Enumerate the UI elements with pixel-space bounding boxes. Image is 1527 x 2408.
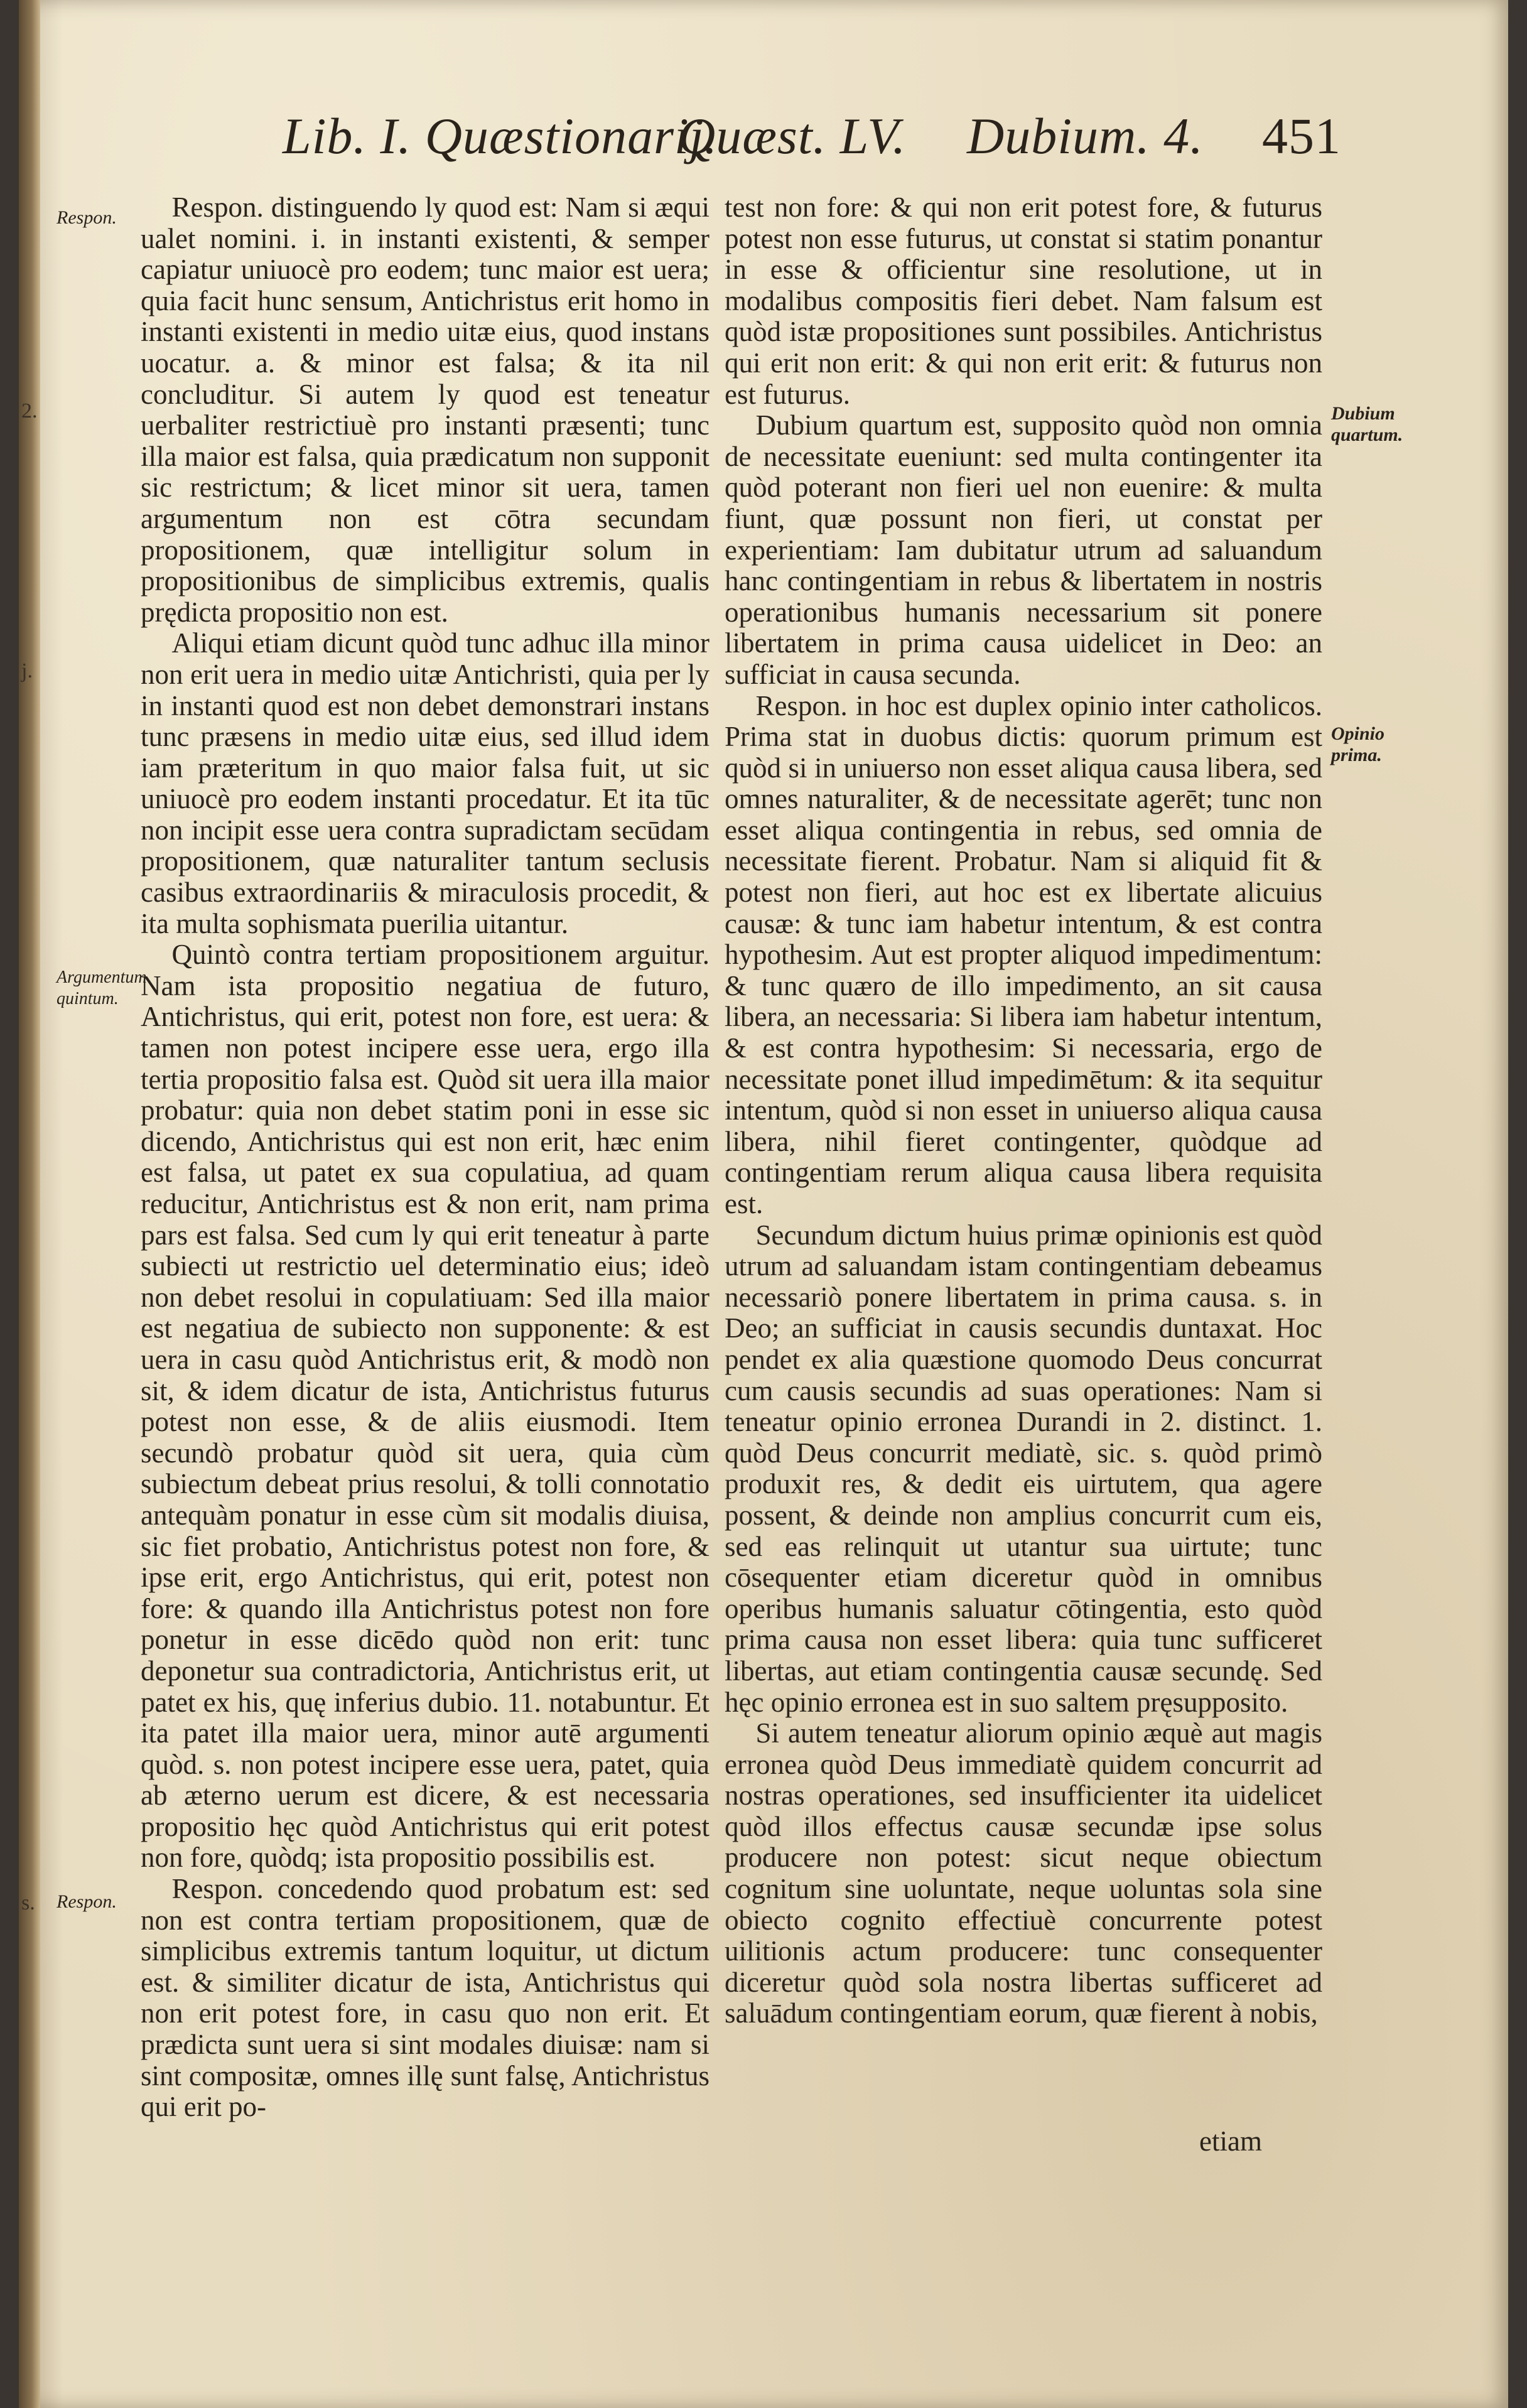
margin-fragment: j.: [21, 659, 33, 683]
header-quaestio: Quæst. LV.: [678, 107, 907, 165]
margin-note-argumentum: Argumentum quintum.: [57, 968, 147, 1008]
paragraph: Si autem teneatur aliorum opinio æquè aut magis erronea quòd Deus immediatè quidem concurrit ad nostras operationes, sed insufficienter ita uidelicet quòd illos effectus causæ secundæ ipse solus producere non potest: sicut neque obiectum cognitum sine uoluntate, neque uoluntas sola sine obiecto cognito effectiuè concurrente potest uilitionis actum producere: tunc consequenter diceretur quòd sola nostra libertas sufficeret ad saluādum contingentiam eorum, quæ fierent à nobis,: [725, 1717, 1322, 2029]
margin-note-respon: Respon.: [57, 1891, 117, 1912]
margin-fragment: s.: [21, 1891, 35, 1914]
running-header: [283, 107, 1350, 182]
right-column: [725, 192, 1322, 2029]
paragraph: Respon. in hoc est duplex opinio inter catholicos. Prima stat in duobus dictis: quorum primum est quòd si in uniuerso non esset aliqua causa libera, sed omnes naturaliter, & de necessitate agerēt; tunc non esset aliqua contingentia in rebus, sed omnia de necessitate fierent. Probatur. Nam si aliquid fit & potest non fieri, aut hoc est ex libertate alicuius causæ: & tunc iam habetur intentum, & est contra hypothesim. Aut est propter aliquod impedimentum: & tunc quæro de illo impedimento, an sit causa libera, an necessaria: Si libera iam habetur intentum, & est contra hypothesim: Si necessaria, ergo de necessitate ponet illud impedimētum: & ita sequitur intentum, quòd si non esset in uniuerso aliqua causa libera, nihil fieret contingenter, quòdque ad contingentiam rerum aliqua causa libera requisita est.: [725, 689, 1322, 1219]
header-dubium: Dubium. 4.: [967, 107, 1204, 165]
margin-note-respon: Respon.: [57, 207, 117, 228]
left-column: [141, 192, 710, 2123]
paragraph: test non fore: & qui non erit potest fore, & futurus potest non esse futurus, ut constat si statim ponantur in esse & officientur sine resolutione, ut in modalibus compositis fieri debet. Nam falsum est quòd istæ propositiones sunt possibiles. Antichristus qui erit non erit: & qui non erit erit: & futurus non est futurus.: [725, 192, 1322, 410]
header-book: Lib. I. Quæstionarij.: [283, 107, 718, 165]
catchword: etiam: [1199, 2125, 1262, 2157]
margin-fragment: 2.: [21, 399, 38, 423]
margin-note-opinio: Opinio prima.: [1331, 723, 1385, 765]
book-page: [19, 0, 1508, 2408]
page-number: 451: [1262, 107, 1341, 165]
paragraph: Secundum dictum huius primæ opinionis est quòd utrum ad saluandam istam contingentiam debeamus necessariò ponere libertatem in prima causa. s. in Deo; an sufficiat in causis secundis duntaxat. Hoc pendet ex alia quæstione quomodo Deus concurrat cum causis secundis ad suas operationes: Nam si teneatur opinio erronea Durandi in 2. distinct. 1. quòd Deus concurrit mediatè, sic. s. quòd primò produxit res, & dedit eis uirtutem, qua agere possent, & deinde non amplius concurrit cum eis, sed eas relinquit ut utantur sua uirtute; tunc cōsequenter etiam diceretur quòd in omnibus operibus humanis saluatur cōtingentia, esto quòd prima causa non esset libera: quia tunc sufficeret libertas, aut etiam contingentia causæ secundę. Sed hęc opinio erronea est in suo saltem pręsupposito.: [725, 1219, 1322, 1718]
paragraph: Dubium quartum est, supposito quòd non omnia de necessitate eueniunt: sed multa contingenter ita quòd poterant non fieri uel non euenire: & multa fiunt, quæ possunt non fieri, ut constat per experientiam: Iam dubitatur utrum ad saluandum hanc contingentiam in rebus & libertatem in nostris operationibus humanis necessarium sit ponere libertatem in prima causa uidelicet in Deo: an sufficiat in causa secunda.: [725, 409, 1322, 690]
margin-note-dubium: Dubium quartum.: [1331, 403, 1403, 445]
binding-gutter: [19, 0, 40, 2408]
paragraph: Respon. concedendo quod probatum est: sed non est contra tertiam propositionem, quæ de simplicibus extremis tantum loquitur, ut dictum est. & similiter dicatur de ista, Antichristus qui non erit potest fore, in casu quo non erit. Et prædicta sunt uera si sint modales diuisæ: nam si sint compositæ, omnes illę sunt falsę, Antichristus qui erit po-: [141, 1873, 710, 2123]
paragraph: Aliqui etiam dicunt quòd tunc adhuc illa minor non erit uera in medio uitæ Antichristi, quia per ly in instanti quod est non debet demonstrari instans tunc præsens in medio uitæ eius, sed illud idem iam præteritum in quo maior falsa fuit, ut sic uniuocè pro eodem instanti procedatur. Et ita tūc non incipit esse uera contra supradictam secūdam propositionem, quæ naturaliter tantum seclusis casibus extraordinariis & miraculosis procedit, & ita multa sophismata puerilia uitantur.: [141, 627, 710, 939]
paragraph: Quintò contra tertiam propositionem arguitur. Nam ista propositio negatiua de futuro, Antichristus, qui erit, potest non fore, est uera: & tamen non potest incipere esse uera, ergo illa tertia propositio falsa est. Quòd sit uera illa maior probatur: quia non debet statim poni in esse sic dicendo, Antichristus qui est non erit, hæc enim est falsa, ut patet ex sua copulatiua, ad quam reducitur, Antichristus est & non erit, nam prima pars est falsa. Sed cum ly qui erit teneatur à parte subiecti ut restrictio uel determinatio eius; ideò non debet resolui in copulatiuam: Sed illa maior est negatiua de subiecto non supponente: & est uera in casu quòd Antichristus erit, & modò non sit, & idem dicatur de ista, Antichristus futurus potest non esse, & de aliis eiusmodi. Item secundò probatur quòd sit uera, quia cùm subiectum debeat prius resolui, & tolli connotatio antequàm ponatur in esse cùm sit modalis diuisa, sic fiet probatio, Antichristus potest non fore, & ipse erit, ergo Antichristus, qui erit, potest non fore: & quando illa Antichristus potest non fore ponetur in esse dicēdo quòd non erit: tunc deponetur sua contradictoria, Antichristus erit, ut patet ex his, quę inferius dubio. 11. notabuntur. Et ita patet illa maior uera, minor autē argumenti quòd. s. non potest incipere esse uera, patet, quia ab æterno uerum est dicere, & est necessaria propositio hęc quòd Antichristus qui erit potest non fore, quòdq; ista propositio possibilis est.: [141, 939, 710, 1874]
paragraph: Respon. distinguendo ly quod est: Nam si æqui ualet nomini. i. in instanti existenti, & semper capiatur uniuocè pro eodem; tunc maior est uera; quia facit hunc sensum, Antichristus erit homo in instanti existenti in medio uitæ eius, quod instans uocatur. a. & minor est falsa; & ita nil concluditur. Si autem ly quod est teneatur uerbaliter restrictiuè pro instanti præsenti; tunc illa maior est falsa, quia prædicatum non supponit sic restrictum; & licet minor sit uera, tamen argumentum non est cōtra secundam propositionem, quæ intelligitur solum in propositionibus de simplicibus extremis, qualis prędicta propositio non est.: [141, 192, 710, 628]
